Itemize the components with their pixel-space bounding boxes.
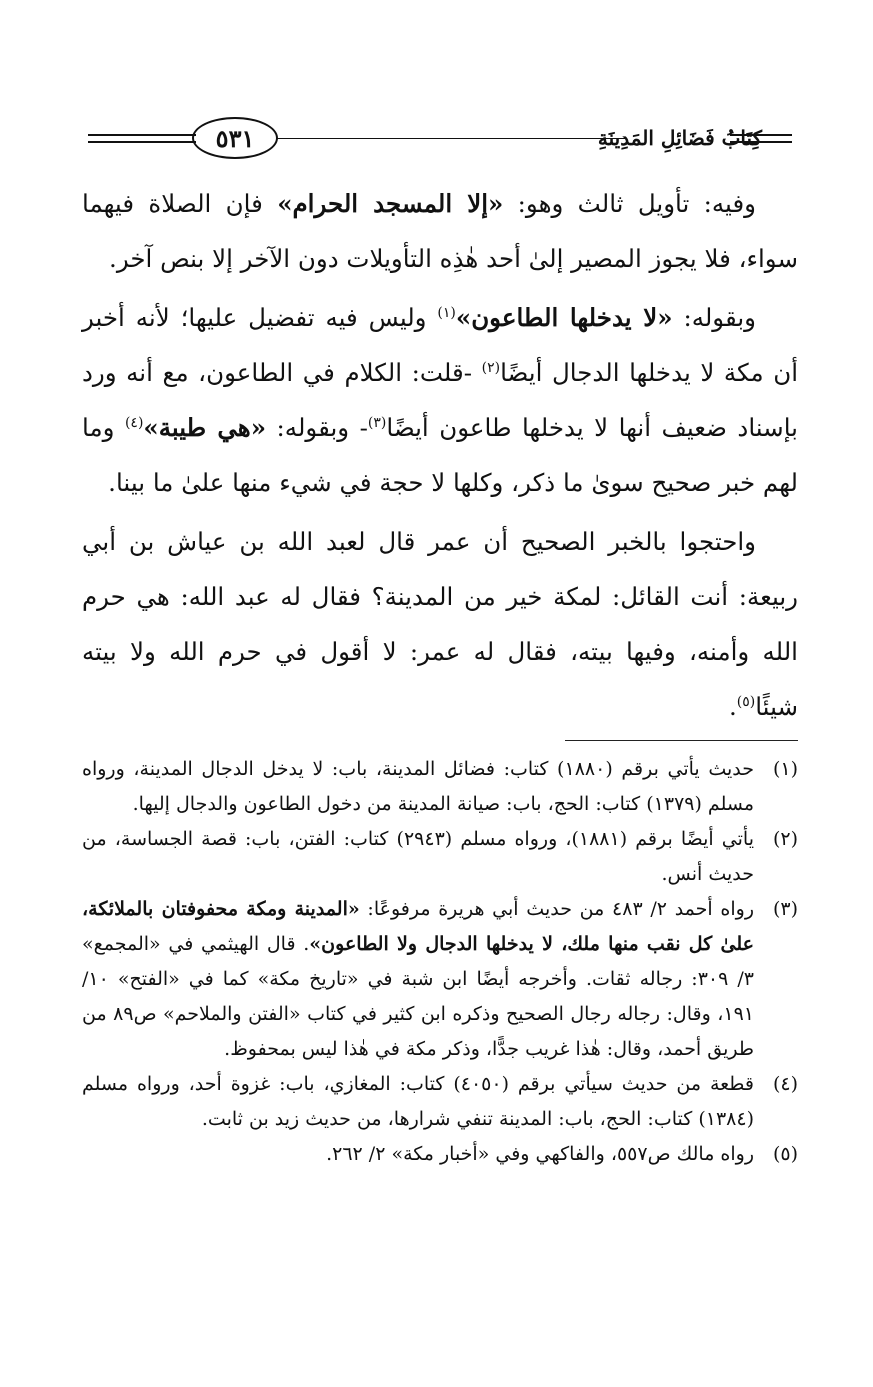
header-rule [730, 141, 792, 143]
footnote-text: حديث يأتي برقم (١٨٨٠) كتاب: فضائل المدينة، باب: لا يدخل الدجال المدينة، ورواه مسلم (١٣٧٩) كتاب: الحج، باب: صيانة المدينة من دخول الطاعون والدجال إليها. [82, 758, 754, 815]
paragraph-1: وفيه: تأويل ثالث وهو: «إلا المسجد الحرام» فإن الصلاة فيهما سواء، فلا يجوز المصير إلىٰ أحد هٰذِه التأويلات دون الآخر إلا بنص آخر. [82, 189, 798, 273]
hadith-quote: «هي طيبة» [143, 413, 267, 442]
footnote-separator [565, 740, 798, 741]
footnote-ref-4[interactable]: (٤) [124, 414, 144, 431]
footnote-ref-5[interactable]: (٥) [736, 693, 756, 710]
main-text [82, 176, 798, 734]
page-header [80, 114, 800, 162]
running-title: كِتَابُ فَضَائِلِ المَدِينَةِ [597, 126, 763, 150]
header-rule [88, 134, 196, 136]
hadith-quote: «إلا المسجد الحرام» [277, 189, 504, 218]
footnote-5 [82, 1137, 798, 1172]
hadith-quote: «لا يدخلها الطاعون» [455, 303, 673, 332]
header-rule [730, 134, 792, 136]
paragraph-3: واحتجوا بالخبر الصحيح أن عمر قال لعبد الله بن عياش بن أبي ربيعة: أنت القائل: لمكة خير من المدينة؟ فقال له عبد الله: هي حرم الله وأمنه، وفيها بيته، فقال له عمر: لا أقول في حرم الله ولا بيته شيئًا$^{(٥)}$. [82, 527, 798, 721]
footnote-text: قطعة من حديث سيأتي برقم (٤٠٥٠) كتاب: المغازي، باب: غزوة أحد، ورواه مسلم (١٣٨٤) كتاب: الحج، باب: المدينة تنفي شرارها، من حديث زيد بن ثابت. [82, 1073, 754, 1130]
footnote-number: (٣) [772, 898, 798, 920]
footnotes [82, 752, 798, 1172]
footnote-3 [82, 892, 798, 1067]
header-rule [88, 141, 196, 143]
footnote-ref-3[interactable]: (٣) [367, 414, 387, 431]
footnote-text: رواه أحمد ٢/ ٤٨٣ من حديث أبي هريرة مرفوعًا: «المدينة ومكة محفوفتان بالملائكة، علىٰ كل نقب منها ملك، لا يدخلها الدجال ولا الطاعون». قال الهيثمي في «المجمع» ٣/ ٣٠٩: رجاله ثقات. وأخرجه أيضًا ابن شبة في «تاريخ مكة» كما في «الفتح» ١٠/ ١٩١، وقال: رجاله رجال الصحيح وذكره ابن كثير في كتاب «الفتن والملاحم» ص٨٩ من طريق أحمد، وقال: هٰذا غريب جدًّا، وذكر مكة في هٰذا ليس بمحفوظ. [82, 898, 755, 1060]
footnote-ref-2[interactable]: (٢) [481, 359, 501, 376]
footnote-number: (٢) [772, 828, 798, 850]
footnote-2 [82, 822, 798, 892]
footnote-number: (٤) [772, 1073, 798, 1095]
hadith-quote: «المدينة ومكة محفوفتان بالملائكة، علىٰ كل نقب منها ملك، لا يدخلها الدجال ولا الطاعون» [82, 898, 754, 955]
footnote-text: رواه مالك ص٥٥٧، والفاكهي وفي «أخبار مكة» ٢/ ٢٦٢. [326, 1143, 754, 1165]
header-rule [276, 138, 626, 139]
footnote-ref-1[interactable]: (١) [437, 304, 456, 321]
footnote-1 [82, 752, 798, 822]
page-number: ٥٣١ [192, 117, 278, 159]
footnote-4 [82, 1067, 798, 1137]
paragraph-2: وبقوله: «لا يدخلها الطاعون»$^{(١)}$ وليس فيه تفضيل عليها؛ لأنه أخبر أن مكة لا يدخلها الدجال أيضًا$^{(٢)}$ -قلت: الكلام في الطاعون، مع أنه ورد بإسناد ضعيف أنها لا يدخلها طاعون أيضًا$^{(٣)}$- وبقوله: «هي طيبة»$^{(٤)}$ وما لهم خبر صحيح سوىٰ ما ذكر، وكلها لا حجة في شيء منها علىٰ ما بينا. [82, 303, 799, 497]
footnote-number: (٥) [772, 1143, 798, 1165]
footnote-number: (١) [772, 758, 798, 780]
footnote-text: يأتي أيضًا برقم (١٨٨١)، ورواه مسلم (٢٩٤٣) كتاب: الفتن، باب: قصة الجساسة، من حديث أنس. [82, 828, 754, 885]
